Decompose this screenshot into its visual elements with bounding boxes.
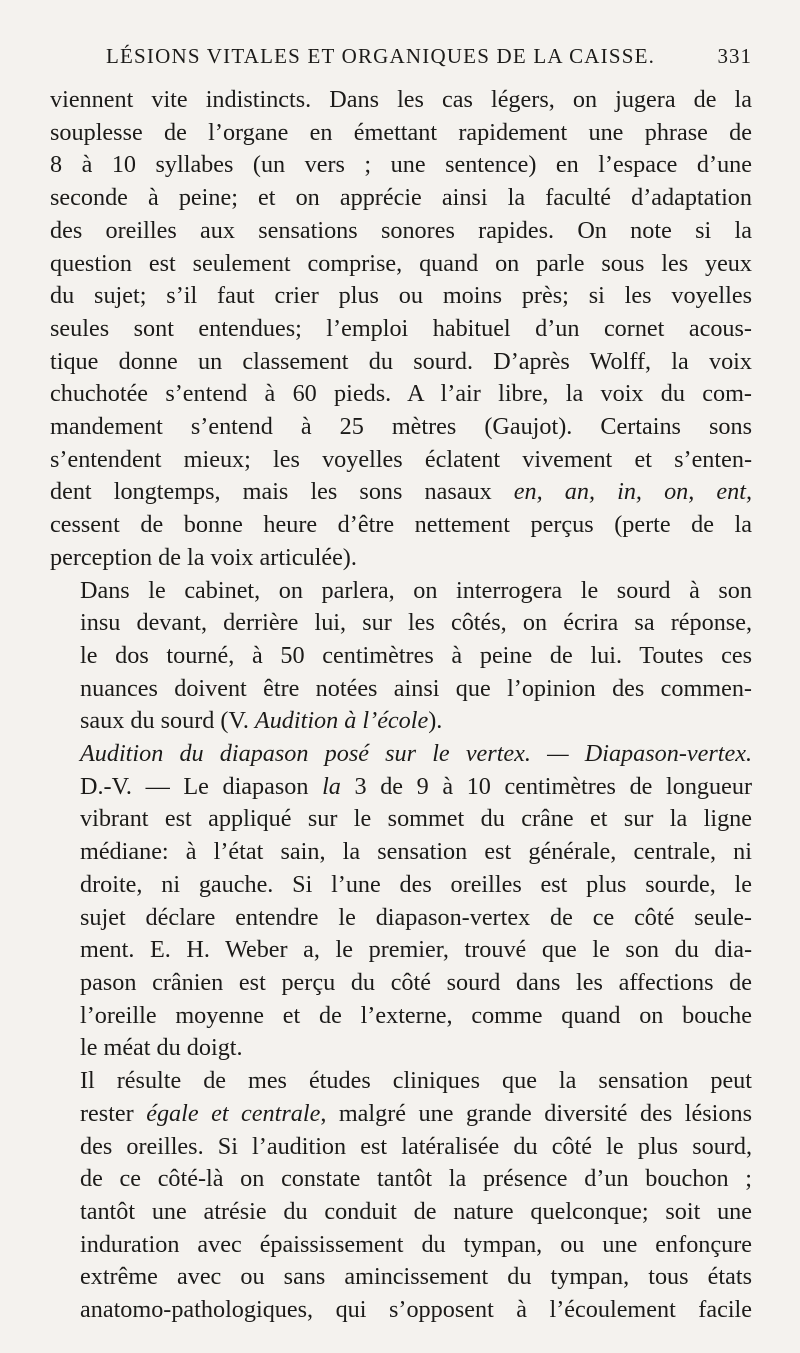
text-segment: du sujet; s’il faut crier plus ou moins près; si les voyelles xyxy=(50,282,752,310)
text-line xyxy=(50,902,752,935)
text-line xyxy=(50,673,752,706)
text-line xyxy=(50,1032,752,1065)
text-segment: droite, ni gauche. Si l’une des oreilles est plus sourde, le xyxy=(80,870,752,898)
text-line xyxy=(50,149,752,182)
text-line xyxy=(50,378,752,411)
text-line xyxy=(50,248,752,281)
text-segment: anatomo-pathologiques, qui s’opposent à l’écoulement facile xyxy=(80,1296,752,1324)
text-segment: perception de la voix articulée). xyxy=(50,543,357,571)
text-line xyxy=(50,1098,752,1131)
text-line xyxy=(50,705,752,738)
text-segment: 3 de 9 à 10 centimètres de longueur xyxy=(340,772,752,800)
text-segment: le dos tourné, à 50 centimètres à peine de lui. Toutes ces xyxy=(80,641,752,669)
text-segment: seconde à peine; et on apprécie ainsi la faculté d’adaptation xyxy=(50,184,752,212)
text-segment: tique donne un classement du sourd. D’après Wolff, la voix xyxy=(50,347,752,375)
running-title: LÉSIONS VITALES ET ORGANIQUES DE LA CAISSE. xyxy=(106,44,656,68)
text-line xyxy=(50,607,752,640)
text-line xyxy=(50,738,752,771)
text-segment: ment. E. H. Weber a, le premier, trouvé que le son du dia- xyxy=(80,936,752,964)
text-line xyxy=(50,836,752,869)
text-segment: des oreilles. Si l’audition est latéralisée du côté le plus sourd, xyxy=(80,1132,752,1160)
text-line xyxy=(50,1065,752,1098)
text-segment: tantôt une atrésie du conduit de nature quelconque; soit une xyxy=(80,1197,752,1225)
text-segment: dent longtemps, mais les sons nasaux xyxy=(50,478,514,506)
text-line xyxy=(50,476,752,509)
text-segment: rester xyxy=(80,1099,147,1127)
text-line xyxy=(50,640,752,673)
text-segment: D.-V. — Le diapason xyxy=(80,772,323,800)
text-line xyxy=(50,1196,752,1229)
text-line xyxy=(50,934,752,967)
text-line xyxy=(50,1131,752,1164)
text-line xyxy=(50,346,752,379)
text-segment: 8 à 10 syllabes (un vers ; une sentence) en l’espace d’une xyxy=(50,151,752,179)
text-line xyxy=(50,967,752,1000)
text-line xyxy=(50,542,752,575)
text-line xyxy=(50,313,752,346)
italic-text: Audition à l’école xyxy=(254,707,429,735)
paragraph xyxy=(50,84,752,575)
italic-text: la xyxy=(322,772,341,800)
text-segment: s’entendent mieux; les voyelles éclatent vivement et s’enten- xyxy=(50,445,752,473)
text-segment: Dans le cabinet, on parlera, on interrogera le sourd à son xyxy=(80,576,752,604)
text-segment: Il résulte de mes études cliniques que la sensation peut xyxy=(80,1067,752,1095)
text-segment: sujet déclare entendre le diapason-vertex de ce côté seule- xyxy=(80,903,752,931)
text-line xyxy=(50,117,752,150)
text-segment: des oreilles aux sensations sonores rapides. On note si la xyxy=(50,216,752,244)
text-line xyxy=(50,411,752,444)
text-line xyxy=(50,869,752,902)
paragraph xyxy=(50,738,752,1065)
paragraph xyxy=(50,575,752,739)
text-segment: viennent vite indistincts. Dans les cas légers, on jugera de la xyxy=(50,86,752,113)
text-line xyxy=(50,1294,752,1327)
text-segment: médiane: à l’état sain, la sensation est générale, centrale, ni xyxy=(80,838,752,866)
text-segment: question est seulement comprise, quand on parle sous les yeux xyxy=(50,249,752,277)
text-segment: chuchotée s’entend à 60 pieds. A l’air libre, la voix du com- xyxy=(50,380,752,408)
body-text xyxy=(50,84,752,1327)
text-line xyxy=(50,1229,752,1262)
text-segment: mandement s’entend à 25 mètres (Gaujot). Certains sons xyxy=(50,413,752,441)
text-segment: insu devant, derrière lui, sur les côtés, on écrira sa réponse, xyxy=(80,609,752,637)
italic-text: égale et centrale xyxy=(146,1099,321,1127)
text-segment: saux du sourd (V. xyxy=(80,707,255,735)
text-segment: vibrant est appliqué sur le sommet du crâne et sur la ligne xyxy=(80,805,752,833)
text-segment: , malgré une grande diversité des lésions xyxy=(320,1099,752,1127)
text-segment: extrême avec ou sans amincissement du tympan, tous états xyxy=(80,1263,752,1291)
text-segment: l’oreille moyenne et de l’externe, comme quand on bouche xyxy=(80,1001,752,1029)
text-segment: cessent de bonne heure d’être nettement perçus (perte de la xyxy=(50,511,752,539)
italic-text: en, an, in, on, ent, xyxy=(513,478,752,506)
italic-text: Audition du diapason posé sur le vertex. — Diapason-vertex. xyxy=(80,740,752,768)
text-line xyxy=(50,215,752,248)
text-line xyxy=(50,575,752,608)
text-line xyxy=(50,1163,752,1196)
running-head xyxy=(106,44,752,78)
text-line xyxy=(50,509,752,542)
text-segment: pason crânien est perçu du côté sourd dans les affections de xyxy=(80,968,752,996)
text-segment: de ce côté-là on constate tantôt la présence d’un bouchon ; xyxy=(80,1165,752,1193)
text-line xyxy=(50,84,752,117)
text-line xyxy=(50,771,752,804)
text-line xyxy=(50,280,752,313)
text-segment: nuances doivent être notées ainsi que l’opinion des commen- xyxy=(80,674,752,702)
text-segment: ). xyxy=(428,707,443,735)
text-line xyxy=(50,1000,752,1033)
text-segment: seules sont entendues; l’emploi habituel d’un cornet acous- xyxy=(50,314,752,342)
text-line xyxy=(50,182,752,215)
text-line xyxy=(50,444,752,477)
page-number: 331 xyxy=(717,44,752,68)
text-segment: souplesse de l’organe en émettant rapidement une phrase de xyxy=(50,118,752,146)
text-segment: induration avec épaississement du tympan, ou une enfonçure xyxy=(80,1230,752,1258)
text-line xyxy=(50,1261,752,1294)
text-segment: le méat du doigt. xyxy=(80,1034,243,1062)
paragraph xyxy=(50,1065,752,1327)
text-line xyxy=(50,803,752,836)
